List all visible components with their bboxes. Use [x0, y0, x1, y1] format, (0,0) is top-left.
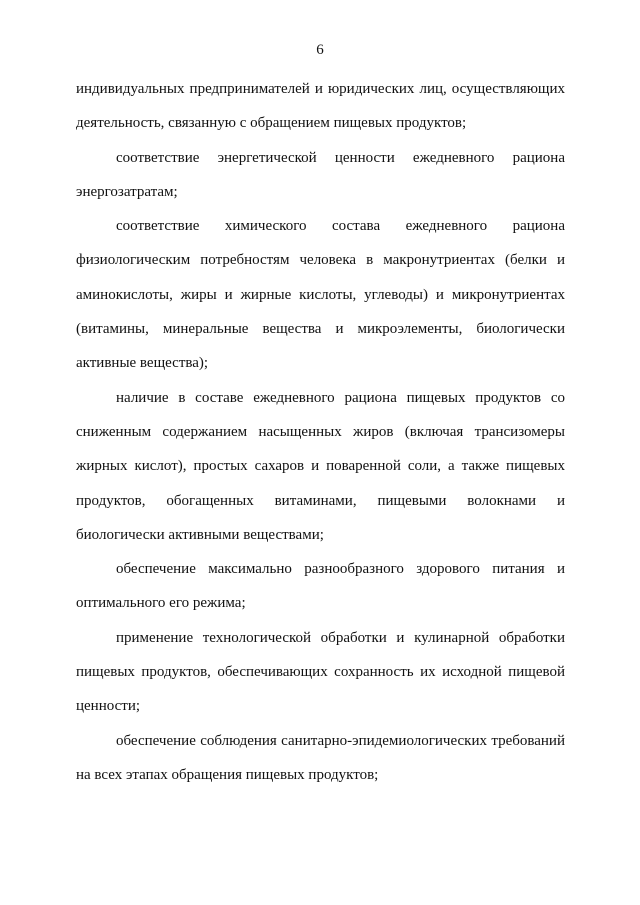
paragraph-chemical-composition: соответствие химического состава ежедневного рациона физиологическим потребностям человека в макронутриентах (белки и аминокислоты, жиры и жирные кислоты, углеводы) и микронутриентах (витамины, минеральные вещества и микроэлементы, биологически активные вещества);: [76, 218, 565, 372]
paragraph-energy-value: соответствие энергетической ценности ежедневного рациона энергозатратам;: [76, 149, 565, 200]
document-body: [76, 72, 565, 792]
paragraph-processing: применение технологической обработки и кулинарной обработки пищевых продуктов, обеспечивающих сохранность их исходной пищевой ценности;: [76, 629, 565, 715]
paragraph-continuation: индивидуальных предпринимателей и юридических лиц, осуществляющих деятельность, связанную с обращением пищевых продуктов;: [76, 81, 565, 132]
paragraph-reduced-fats: наличие в составе ежедневного рациона пищевых продуктов со сниженным содержанием насыщенных жиров (включая трансизомеры жирных кислот), простых сахаров и поваренной соли, а также пищевых продуктов, обогащенных витаминами, пищевыми волокнами и биологически активными веществами;: [76, 389, 565, 543]
page-number: 6: [316, 42, 324, 58]
paragraph-sanitary-requirements: обеспечение соблюдения санитарно-эпидемиологических требований на всех этапах обращения пищевых продуктов;: [76, 732, 565, 783]
paragraph-diverse-nutrition: обеспечение максимально разнообразного здорового питания и оптимального его режима;: [76, 561, 565, 612]
